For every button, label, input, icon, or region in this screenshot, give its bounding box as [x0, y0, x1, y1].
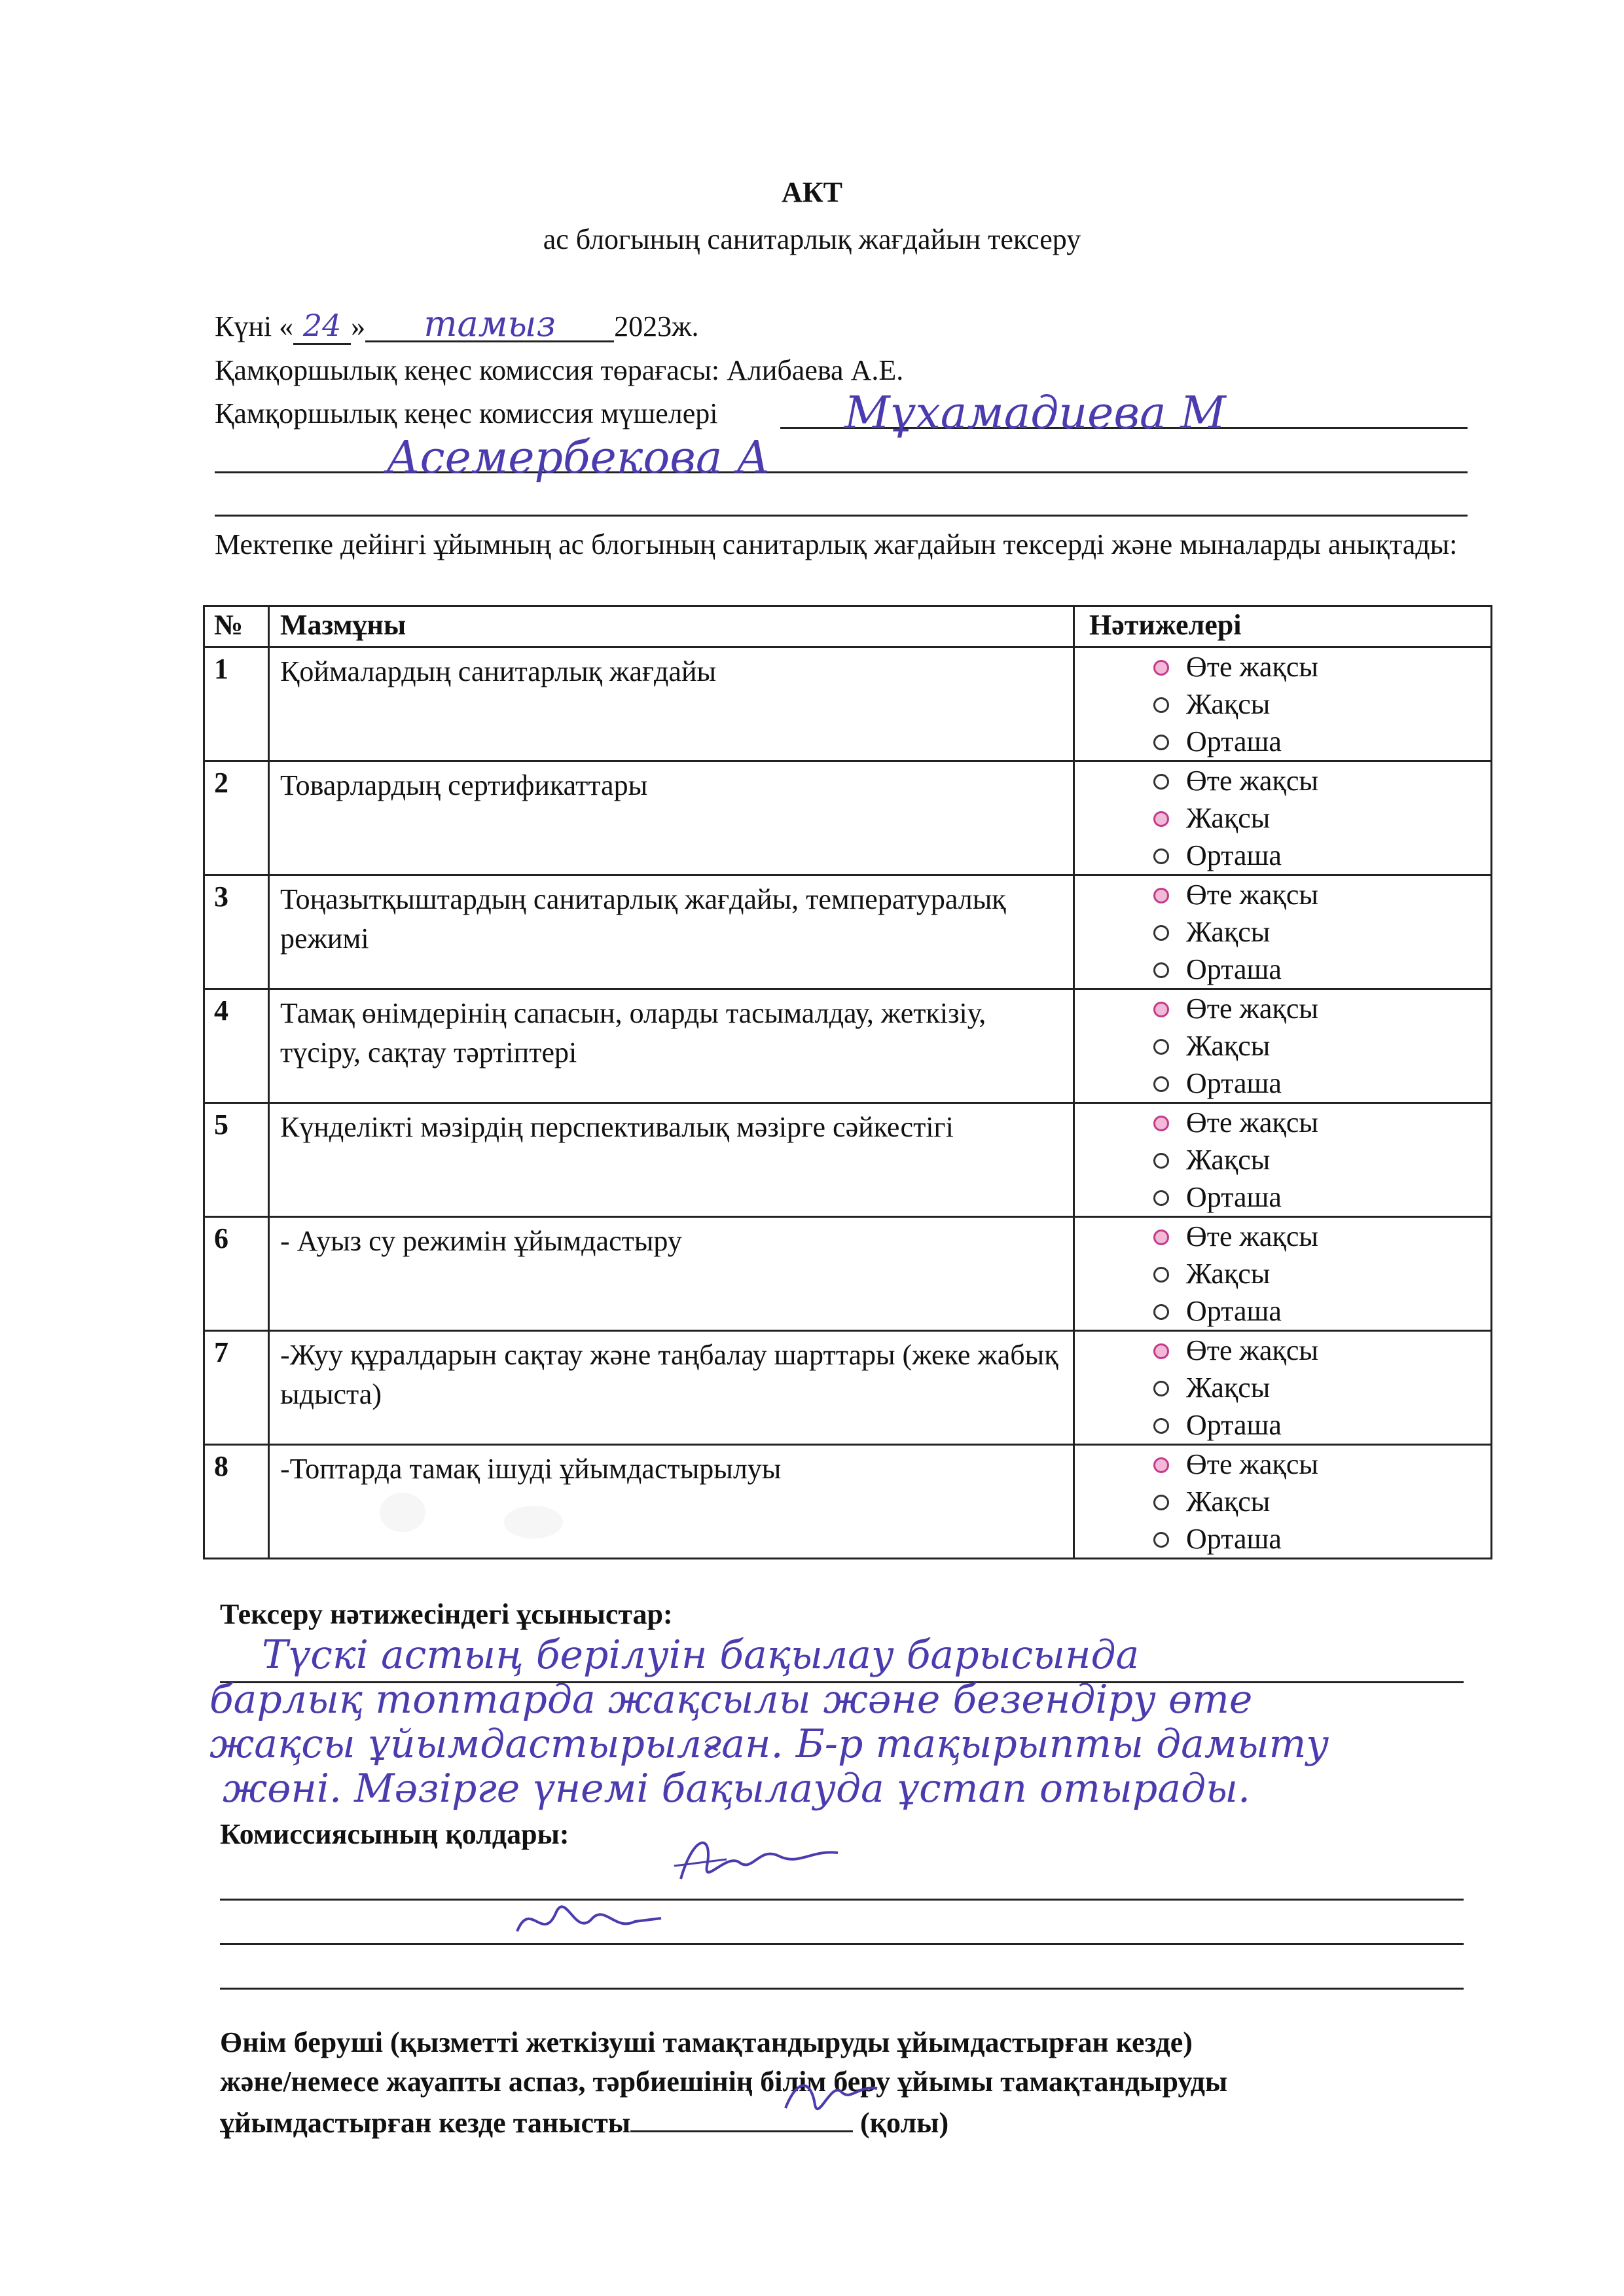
- signature-line-3: [220, 1988, 1464, 1990]
- radio-empty-icon[interactable]: [1153, 1381, 1169, 1396]
- row-number: 6: [204, 1217, 269, 1331]
- signatures-label: Комиссиясының қолдары:: [220, 1818, 569, 1850]
- radio-empty-icon[interactable]: [1153, 697, 1169, 713]
- radio-selected-icon[interactable]: [1153, 888, 1169, 903]
- result-option[interactable]: [1075, 1178, 1490, 1216]
- result-option-label: Орташа: [1186, 1523, 1282, 1555]
- result-option[interactable]: [1075, 685, 1490, 723]
- recommendations-label: Тексеру нәтижесіндегі ұсыныстар:: [220, 1598, 673, 1630]
- result-option[interactable]: [1075, 1483, 1490, 1520]
- row-number: 7: [204, 1331, 269, 1445]
- result-option[interactable]: [1075, 762, 1490, 799]
- result-option-label: Жақсы: [1186, 1258, 1271, 1290]
- radio-empty-icon[interactable]: [1153, 1039, 1169, 1055]
- row-number: 3: [204, 875, 269, 989]
- row-content: Күнделікті мәзірдің перспективалық мәзірге сәйкестігі: [269, 1103, 1074, 1217]
- result-option[interactable]: [1075, 1292, 1490, 1330]
- result-option-label: Орташа: [1186, 839, 1282, 871]
- result-option[interactable]: [1075, 1065, 1490, 1102]
- result-option-label: Өте жақсы: [1186, 879, 1318, 911]
- table-body: [204, 647, 1492, 1559]
- recommendation-text-4: жөні. Мәзірге үнемі бақылауда ұстап отырады.: [223, 1766, 1251, 1812]
- result-option[interactable]: [1075, 951, 1490, 988]
- document-subtitle: ас блогының санитарлық жағдайын тексеру: [543, 223, 1081, 255]
- result-option-label: Жақсы: [1186, 1485, 1271, 1518]
- result-option-label: Өте жақсы: [1186, 1448, 1318, 1480]
- radio-empty-icon[interactable]: [1153, 1190, 1169, 1206]
- result-option[interactable]: [1075, 1218, 1490, 1255]
- intro-text: Мектепке дейінгі ұйымның ас блогының санитарлық жағдайын тексерді және мыналарды анықтады:: [215, 528, 1458, 560]
- radio-selected-icon[interactable]: [1153, 1002, 1169, 1017]
- result-option[interactable]: [1075, 837, 1490, 874]
- radio-empty-icon[interactable]: [1153, 962, 1169, 978]
- member-signature-2: Асемербекова А: [386, 432, 770, 484]
- table-row: [204, 989, 1492, 1103]
- result-option[interactable]: [1075, 913, 1490, 951]
- result-option-label: Жақсы: [1186, 1372, 1271, 1404]
- document-title: АКТ: [781, 176, 843, 208]
- date-year: 2023ж.: [614, 310, 699, 342]
- inspection-table: [203, 605, 1492, 1559]
- result-option-label: Жақсы: [1186, 916, 1271, 948]
- radio-empty-icon[interactable]: [1153, 1153, 1169, 1169]
- row-content: Тамақ өнімдерінің сапасын, оларды тасымалдау, жеткізіу, түсіру, сақтау тәртіптері: [269, 989, 1074, 1103]
- footer-line-3: [220, 2102, 1227, 2143]
- radio-empty-icon[interactable]: [1153, 1418, 1169, 1434]
- date-day: 24: [293, 308, 351, 345]
- row-number: 5: [204, 1103, 269, 1217]
- result-option[interactable]: [1075, 1406, 1490, 1444]
- radio-empty-icon[interactable]: [1153, 1304, 1169, 1320]
- radio-selected-icon[interactable]: [1153, 1343, 1169, 1359]
- table-row: [204, 1103, 1492, 1217]
- row-number: 2: [204, 761, 269, 875]
- result-option-label: Өте жақсы: [1186, 993, 1318, 1025]
- result-option-label: Орташа: [1186, 953, 1282, 985]
- radio-empty-icon[interactable]: [1153, 1532, 1169, 1548]
- radio-empty-icon[interactable]: [1153, 925, 1169, 941]
- result-option-label: Өте жақсы: [1186, 1334, 1318, 1366]
- result-option[interactable]: [1075, 648, 1490, 685]
- result-option[interactable]: [1075, 723, 1490, 760]
- result-option-label: Орташа: [1186, 1295, 1282, 1327]
- header-results: Нәтижелері: [1074, 606, 1492, 647]
- radio-empty-icon[interactable]: [1153, 1267, 1169, 1283]
- table-row: [204, 647, 1492, 761]
- row-results: [1074, 1331, 1492, 1445]
- footer-text: [220, 2023, 1227, 2143]
- result-option[interactable]: [1075, 799, 1490, 837]
- row-results: [1074, 875, 1492, 989]
- row-number: 8: [204, 1445, 269, 1559]
- signature-line-2: [220, 1943, 1464, 1945]
- recommendation-text-3: жақсы ұйымдастырылған. Б-р тақырыпты дамыту: [209, 1721, 1329, 1767]
- table-row: [204, 1217, 1492, 1331]
- radio-empty-icon[interactable]: [1153, 735, 1169, 750]
- row-number: 1: [204, 647, 269, 761]
- row-results: [1074, 647, 1492, 761]
- recommendation-text-2: барлық топтарда жақсылы және безендіру өте: [209, 1677, 1253, 1722]
- radio-selected-icon[interactable]: [1153, 1116, 1169, 1131]
- result-option-label: Өте жақсы: [1186, 651, 1318, 683]
- result-option-label: Жақсы: [1186, 1144, 1271, 1176]
- radio-empty-icon[interactable]: [1153, 1076, 1169, 1092]
- result-option[interactable]: [1075, 1446, 1490, 1483]
- header-number: №: [204, 606, 269, 647]
- recommendation-text-1: Түскі астың берілуін бақылау барысында: [262, 1632, 1140, 1678]
- signature-mark-2: [511, 1892, 668, 1951]
- result-option-label: Өте жақсы: [1186, 1220, 1318, 1252]
- result-option-label: Өте жақсы: [1186, 765, 1318, 797]
- row-results: [1074, 1217, 1492, 1331]
- result-option[interactable]: [1075, 1520, 1490, 1558]
- footer-line-2: және/немесе жауапты аспаз, тәрбиешінің білім беру ұйымы тамақтандыруды: [220, 2066, 1228, 2098]
- result-option[interactable]: [1075, 1141, 1490, 1178]
- scan-artifact: [504, 1506, 563, 1539]
- row-content: Тоңазытқыштардың санитарлық жағдайы, температуралық режимі: [269, 875, 1074, 989]
- members-line-3: [215, 515, 1468, 517]
- table-row: [204, 875, 1492, 989]
- footer-line-1: Өнім беруші (қызметті жеткізуші тамақтандыруды ұйымдастырған кезде): [220, 2026, 1193, 2058]
- result-option[interactable]: [1075, 1255, 1490, 1292]
- signature-line-1: [220, 1899, 1464, 1901]
- date-mid: »: [351, 310, 366, 342]
- radio-selected-icon[interactable]: [1153, 1457, 1169, 1473]
- row-content: - Ауыз су режимін ұйымдастыру: [269, 1217, 1074, 1331]
- result-option-label: Орташа: [1186, 1409, 1282, 1441]
- result-option-label: Орташа: [1186, 1181, 1282, 1213]
- radio-selected-icon[interactable]: [1153, 660, 1169, 676]
- radio-selected-icon[interactable]: [1153, 811, 1169, 827]
- row-results: [1074, 989, 1492, 1103]
- result-option[interactable]: [1075, 1332, 1490, 1369]
- members-label: Қамқоршылық кеңес комиссия мүшелері: [215, 397, 718, 429]
- footer-line-3-suffix: (қолы): [860, 2107, 949, 2139]
- radio-empty-icon[interactable]: [1153, 848, 1169, 864]
- radio-empty-icon[interactable]: [1153, 774, 1169, 790]
- result-option-label: Жақсы: [1186, 1030, 1271, 1062]
- result-option[interactable]: [1075, 1369, 1490, 1406]
- chair-label: Қамқоршылық кеңес комиссия төрағасы: Алибаева А.Е.: [215, 354, 904, 386]
- date-line: [215, 303, 699, 345]
- row-content: -Жуу құралдарын сақтау және таңбалау шарттары (жеке жабық ыдыста): [269, 1331, 1074, 1445]
- header-content: Мазмұны: [269, 606, 1074, 647]
- date-prefix: Күні «: [215, 310, 294, 342]
- result-option-label: Орташа: [1186, 1067, 1282, 1099]
- row-content: -Топтарда тамақ ішуді ұйымдастырылуы: [269, 1445, 1074, 1559]
- row-number: 4: [204, 989, 269, 1103]
- scan-artifact: [380, 1493, 425, 1532]
- result-option-label: Жақсы: [1186, 802, 1271, 834]
- row-content: Қоймалардың санитарлық жағдайы: [269, 647, 1074, 761]
- table-row: [204, 1331, 1492, 1445]
- result-option-label: Өте жақсы: [1186, 1106, 1318, 1139]
- result-option-label: Орташа: [1186, 725, 1282, 757]
- footer-line-3-prefix: ұйымдастырған кезде танысты: [220, 2107, 631, 2139]
- row-results: [1074, 1445, 1492, 1559]
- row-results: [1074, 1103, 1492, 1217]
- date-month: тамыз: [365, 308, 614, 342]
- table-row: [204, 761, 1492, 875]
- result-option[interactable]: [1075, 1104, 1490, 1141]
- result-option-label: Жақсы: [1186, 688, 1271, 720]
- result-option[interactable]: [1075, 1027, 1490, 1065]
- row-content: Товарлардың сертификаттары: [269, 761, 1074, 875]
- member-signature-1: Мұхамадиева М: [844, 388, 1226, 439]
- row-results: [1074, 761, 1492, 875]
- footer-signature-mark: [779, 2069, 884, 2121]
- radio-empty-icon[interactable]: [1153, 1495, 1169, 1510]
- signature-mark-1: [668, 1827, 851, 1899]
- result-option[interactable]: [1075, 876, 1490, 913]
- result-option[interactable]: [1075, 990, 1490, 1027]
- radio-selected-icon[interactable]: [1153, 1230, 1169, 1245]
